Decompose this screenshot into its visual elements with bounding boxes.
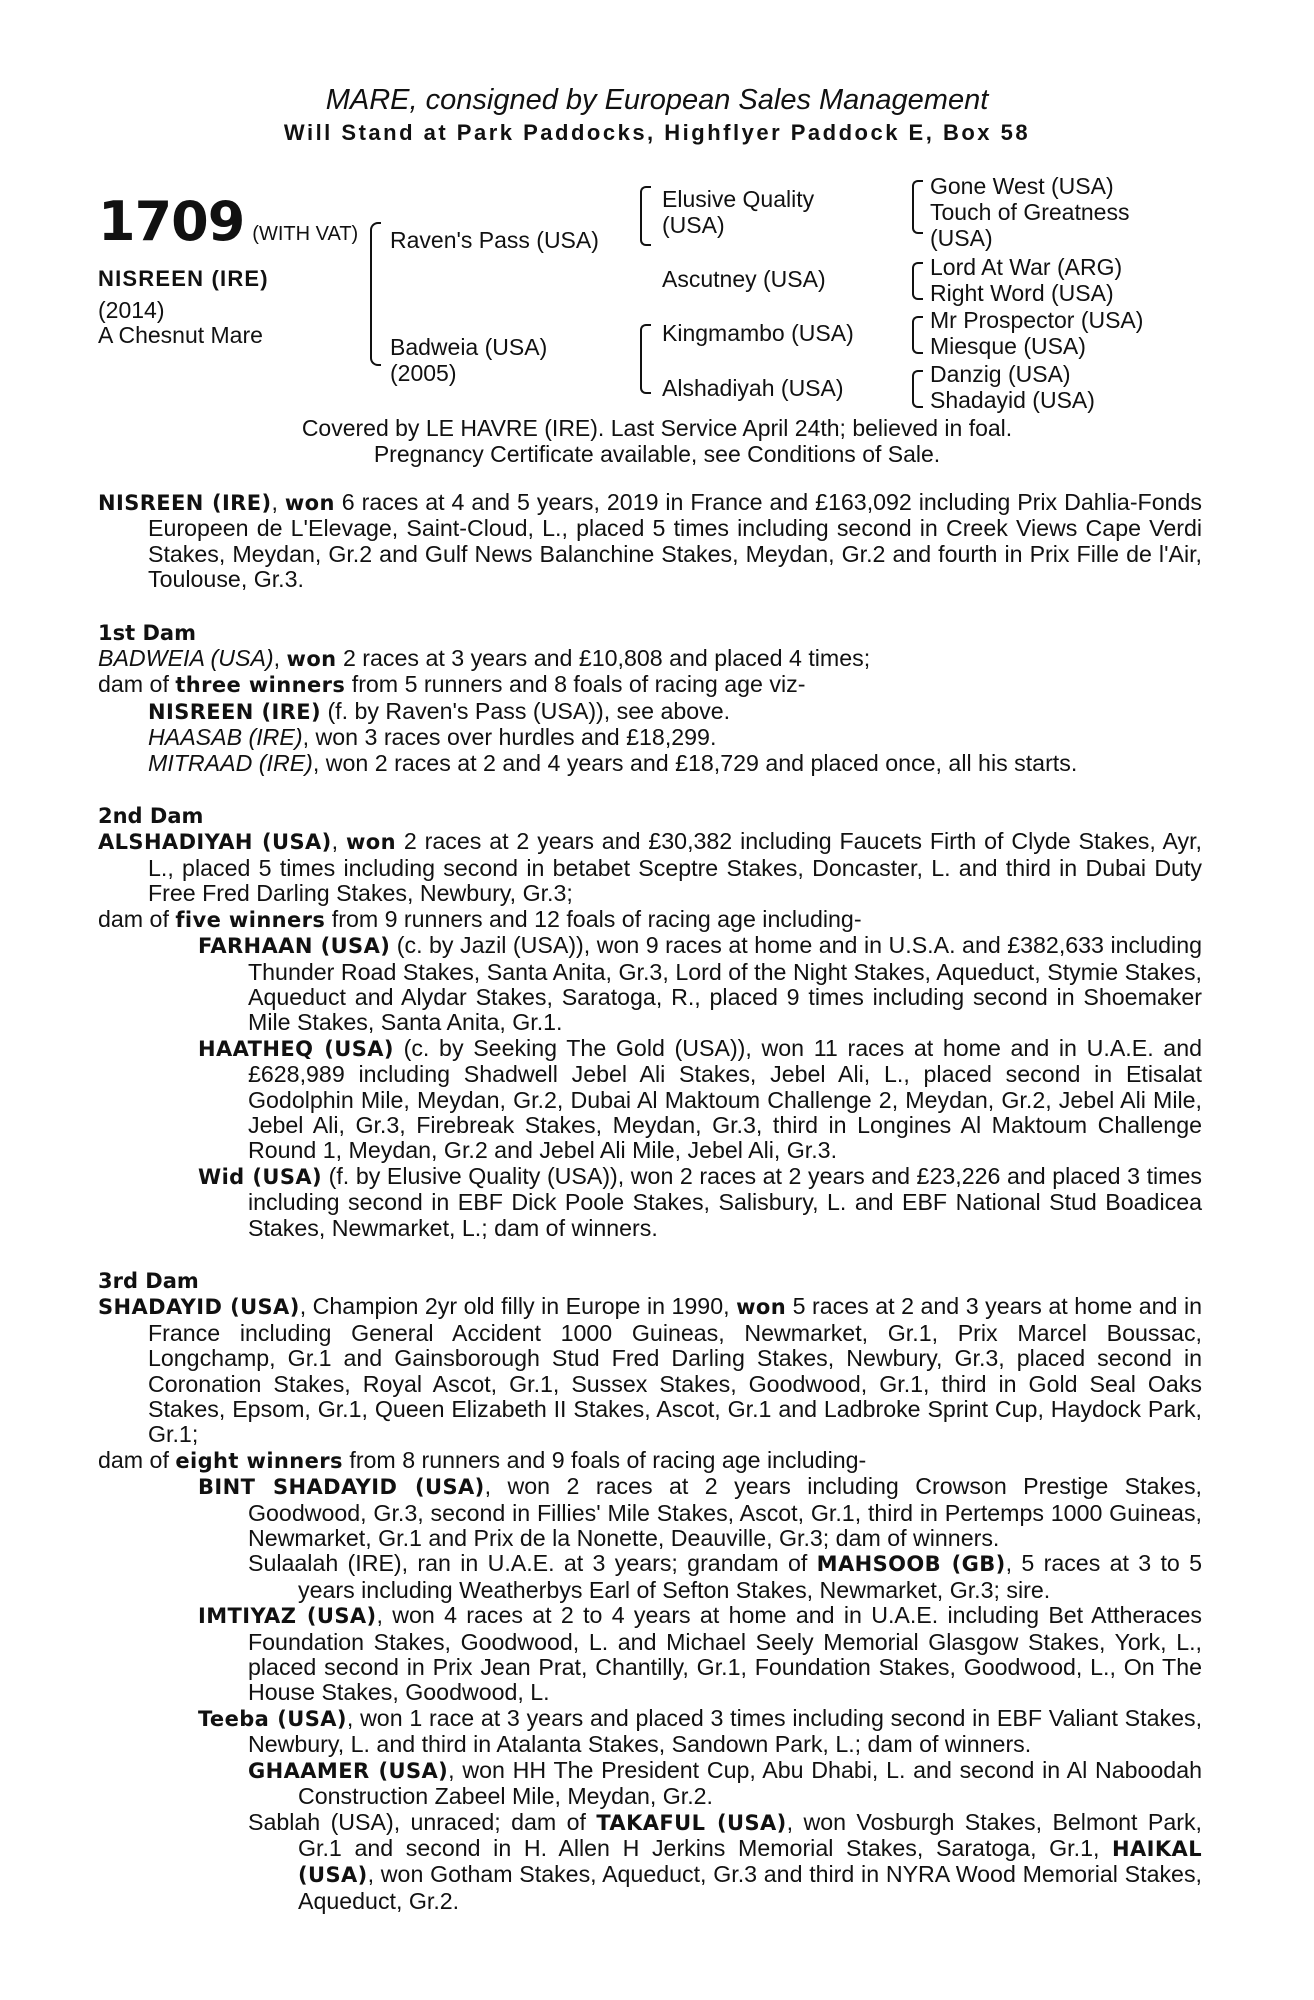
first-dam-produce	[98, 672, 1202, 698]
first-dam-record-text: 2 races at 3 years and £10,808 and placed 4 times;	[342, 645, 871, 672]
grand-progeny-entry	[98, 1551, 1202, 1603]
first-dam-won: won	[286, 647, 337, 672]
first-dam-produce-post: from 5 runners and 8 foals of racing age viz-	[351, 671, 806, 698]
progeny-text: (c. by Jazil (USA)), won 9 races at home and in U.S.A. and £382,633 including Thunder Road Stakes, Santa Anita, Gr.3, Lord of the Night Stakes, Aqueduct, Stymie Stakes, Aqueduct and Alydar Stakes, Saratoga, R., placed 9 times including second in Shoemaker Mile Stakes, Santa Anita, Gr.1.	[248, 932, 1202, 1036]
second-dam-heading: 2nd Dam	[98, 804, 204, 829]
grand-progeny-name: HAIKAL (USA)	[298, 1836, 1202, 1888]
pedigree-sss: Gone West (USA)	[930, 173, 1114, 199]
third-dam-produce-pre: dam of	[98, 1446, 169, 1473]
horse-description: A Chesnut Mare	[98, 322, 263, 348]
pedigree-dam-line1: Badweia (USA)	[390, 334, 548, 360]
third-dam-produce	[98, 1448, 1202, 1474]
race-record-name: NISREEN (IRE)	[98, 491, 272, 515]
second-dam-name: ALSHADIYAH (USA)	[98, 830, 332, 855]
progeny-text: , won 3 races over hurdles and £18,299.	[302, 724, 717, 751]
grand-progeny-name: TAKAFUL (USA)	[596, 1810, 787, 1835]
grand-progeny-text: , won Gotham Stakes, Aqueduct, Gr.3 and third in NYRA Wood Memorial Stakes, Aqueduct, Gr.2.	[298, 1861, 1202, 1914]
progeny-name: FARHAAN (USA)	[198, 934, 391, 959]
pregnancy-line: Pregnancy Certificate available, see Conditions of Sale.	[373, 441, 941, 467]
third-dam-produce-post: from 8 runners and 9 foals of racing age including-	[349, 1446, 867, 1473]
third-dam-record	[98, 1294, 1202, 1447]
progeny-text: , won 2 races at 2 and 4 years and £18,729 and placed once, all his starts.	[312, 749, 1078, 776]
progeny-text: (f. by Elusive Quality (USA)), won 2 races at 2 years and £23,226 and placed 3 times including second in EBF Dick Poole Stakes, Salisbury, L. and EBF National Stud Boadicea Stakes, Newmarket, L.; dam of winners.	[248, 1162, 1202, 1241]
second-dam-produce	[98, 907, 1202, 933]
progeny-name: IMTIYAZ (USA)	[198, 1604, 377, 1629]
progeny-entry	[98, 1036, 1202, 1164]
pedigree-brace-ss	[912, 180, 923, 234]
progeny-text: , won 2 races at 2 years including Crowson Prestige Stakes, Goodwood, Gr.3, second in Fillies' Mile Stakes, Ascot, Gr.1, third in Pertemps 1000 Guineas, Newmarket, Gr.1 and Prix de la Nonette, Deauville, Gr.3; dam of winners.	[248, 1473, 1202, 1552]
consignment-line: MARE, consigned by European Sales Management	[325, 84, 989, 116]
pedigree-brace-ds	[912, 316, 923, 354]
catalogue-body	[98, 490, 1202, 1914]
second-dam-won: won	[345, 830, 396, 855]
grand-progeny-text: , 5 races at 3 to 5 years including Weatherbys Earl of Sefton Stakes, Newmarket, Gr.3; sire.	[298, 1550, 1202, 1603]
third-dam-record-text: 5 races at 2 and 3 years at home and in France including General Accident 1000 Guineas, Newmarket, Gr.1, Prix Marcel Boussac, Longchamp, Gr.1 and Gainsborough Stud Fred Darling Stakes, Newbury, Gr.3, placed second in Coronation Stakes, Royal Ascot, Gr.1, Sussex Stakes, Goodwood, Gr.1, third in Gold Seal Oaks Stakes, Epsom, Gr.1, Queen Elizabeth II Stakes, Ascot, Gr.1 and Ladbroke Sprint Cup, Haydock Park, Gr.1;	[148, 1293, 1202, 1448]
pedigree-brace-sd	[912, 262, 923, 300]
first-dam-name: BADWEIA (USA)	[98, 645, 274, 672]
third-dam-heading: 3rd Dam	[98, 1268, 199, 1293]
progeny-name: BINT SHADAYID (USA)	[198, 1475, 485, 1500]
grand-progeny-text: Sablah (USA), unraced; dam of	[248, 1808, 586, 1835]
progeny-text: , won 4 races at 2 to 4 years at home and in U.A.E. including Bet Attheraces Foundation Stakes, Goodwood, L. and Michael Seely Memorial Glasgow Stakes, York, L., placed second in Prix Jean Prat, Chantilly, Gr.1, Foundation Stakes, Goodwood, L., On The House Stakes, Goodwood, L.	[248, 1602, 1202, 1706]
progeny-entry	[98, 1474, 1202, 1551]
race-record-won: won	[284, 491, 335, 515]
pedigree-dsd: Miesque (USA)	[930, 333, 1086, 359]
progeny-entry	[98, 1164, 1202, 1241]
pedigree-ss-line2: (USA)	[662, 212, 725, 238]
race-record-text: 6 races at 4 and 5 years, 2019 in France and £163,092 including Prix Dahlia-Fonds Europeen de L'Elevage, Saint-Cloud, L., placed 5 times including second in Creek Views Cape Verdi Stakes, Meydan, Gr.2 and Gulf News Balanchine Stakes, Meydan, Gr.2 and fourth in Prix Fille de l'Air, Toulouse, Gr.3.	[148, 489, 1202, 593]
progeny-text: , won 1 race at 3 years and placed 3 times including second in EBF Valiant Stakes, Newbury, L. and third in Atalanta Stakes, Sandown Park, L.; dam of winners.	[248, 1704, 1203, 1758]
pedigree-ds: Kingmambo (USA)	[662, 320, 854, 346]
pedigree-dds: Danzig (USA)	[930, 361, 1071, 387]
grand-progeny-name: GHAAMER (USA)	[248, 1758, 449, 1783]
lot-number: 1709	[98, 190, 245, 253]
progeny-text: (c. by Seeking The Gold (USA)), won 11 races at home and in U.A.E. and £628,989 including Shadwell Jebel Ali Stakes, Jebel Ali, L., placed second in Etisalat Godolphin Mile, Meydan, Gr.2, Dubai Al Maktoum Challenge 2, Meydan, Gr.2, Jebel Ali Mile, Jebel Ali, Gr.3, Firebreak Stakes, Meydan, Gr.3, third in Longines Al Maktoum Challenge Round 1, Meydan, Gr.2 and Jebel Ali Mile, Jebel Ali, Gr.3.	[248, 1034, 1202, 1164]
first-dam-heading: 1st Dam	[98, 620, 196, 645]
first-dam-produce-pre: dam of	[98, 671, 169, 698]
horse-year: (2014)	[98, 297, 165, 323]
progeny-entry	[98, 1603, 1202, 1706]
grand-progeny-text: , won Vosburgh Stakes, Belmont Park, Gr.1 and second in H. Allen H Jerkins Memorial Stakes, Saratoga, Gr.1,	[298, 1808, 1202, 1861]
third-dam-name: SHADAYID (USA)	[98, 1295, 300, 1320]
pedigree-sds: Lord At War (ARG)	[930, 254, 1123, 280]
pedigree-brace-sire	[640, 186, 651, 246]
progeny-entry	[98, 751, 1202, 776]
pedigree-dd: Alshadiyah (USA)	[662, 375, 844, 401]
progeny-entry	[98, 725, 1202, 750]
horse-name: NISREEN (IRE)	[98, 266, 269, 291]
second-dam-record-text: 2 races at 2 years and £30,382 including Faucets Firth of Clyde Stakes, Ayr, L., placed 5 times including second in betabet Sceptre Stakes, Doncaster, L. and third in Dubai Duty Free Fred Darling Stakes, Newbury, Gr.3;	[148, 828, 1202, 907]
third-dam-champion: , Champion 2yr old filly in Europe in 1990,	[299, 1293, 730, 1320]
first-dam-winners: three winners	[175, 673, 346, 698]
grand-progeny-name: MAHSOOB (GB)	[816, 1552, 1006, 1577]
pedigree-dam-line2: (2005)	[390, 360, 457, 386]
pedigree-brace-dam	[640, 324, 651, 394]
third-dam-winners: eight winners	[175, 1448, 343, 1473]
second-dam-produce-pre: dam of	[98, 905, 169, 932]
pedigree-brace-main	[370, 222, 381, 366]
covered-line: Covered by LE HAVRE (IRE). Last Service April 24th; believed in foal.	[301, 415, 1013, 441]
progeny-name: NISREEN (IRE)	[148, 699, 321, 724]
third-dam-won: won	[736, 1295, 787, 1320]
lot-vat: (WITH VAT)	[252, 223, 359, 245]
progeny-name: MITRAAD (IRE)	[148, 749, 313, 776]
race-record: NISREEN (IRE), won 6 races at 4 and 5 years, 2019 in France and £163,092 including Prix Dahlia-Fonds Europeen de L'Elevage, Saint-Cloud, L., placed 5 times including second in Creek Views Cape Verdi Stakes, Meydan, Gr.2 and Gulf News Balanchine Stakes, Meydan, Gr.2 and fourth in Prix Fille de l'Air, Toulouse, Gr.3.	[98, 489, 1202, 593]
pedigree-ssd-line2: (USA)	[930, 225, 993, 251]
first-dam-record: BADWEIA (USA), won 2 races at 3 years and £10,808 and placed 4 times;	[98, 645, 871, 672]
stand-line: Will Stand at Park Paddocks, Highflyer Paddock E, Box 58	[283, 120, 1031, 145]
progeny-entry	[98, 699, 1202, 725]
second-dam-produce-post: from 9 runners and 12 foals of racing age including-	[331, 905, 862, 932]
progeny-name: HAATHEQ (USA)	[198, 1036, 394, 1061]
pedigree-sire: Raven's Pass (USA)	[390, 227, 599, 253]
second-dam-winners: five winners	[175, 907, 326, 932]
pedigree-brace-dd	[912, 370, 923, 408]
pedigree-dss: Mr Prospector (USA)	[930, 307, 1144, 333]
grand-progeny-text: Sulaalah (IRE), ran in U.A.E. at 3 years; grandam of	[248, 1550, 808, 1577]
progeny-name: HAASAB (IRE)	[148, 724, 303, 751]
lot-heading	[98, 190, 358, 253]
pedigree-ddd: Shadayid (USA)	[930, 387, 1095, 413]
progeny-name: Teeba (USA)	[198, 1706, 347, 1731]
pedigree-ssd-line1: Touch of Greatness	[930, 199, 1130, 225]
second-dam-record: ALSHADIYAH (USA), won 2 races at 2 years and £30,382 including Faucets Firth of Clyde Stakes, Ayr, L., placed 5 times including second in betabet Sceptre Stakes, Doncaster, L. and third in Dubai Duty Free Fred Darling Stakes, Newbury, Gr.3;	[98, 828, 1202, 907]
pedigree-ss-line1: Elusive Quality	[662, 186, 815, 212]
grand-progeny-entry	[98, 1758, 1202, 1810]
pedigree-sdd: Right Word (USA)	[930, 280, 1114, 306]
pedigree-sd: Ascutney (USA)	[662, 266, 826, 292]
progeny-name: Wid (USA)	[198, 1164, 323, 1189]
grand-progeny-text: , won HH The President Cup, Abu Dhabi, L. and second in Al Naboodah Construction Zabeel Mile, Meydan, Gr.2.	[298, 1756, 1202, 1810]
progeny-entry	[98, 1706, 1202, 1758]
progeny-text: (f. by Raven's Pass (USA)), see above.	[327, 697, 731, 724]
progeny-entry	[98, 933, 1202, 1036]
grand-progeny-entry	[98, 1810, 1202, 1915]
